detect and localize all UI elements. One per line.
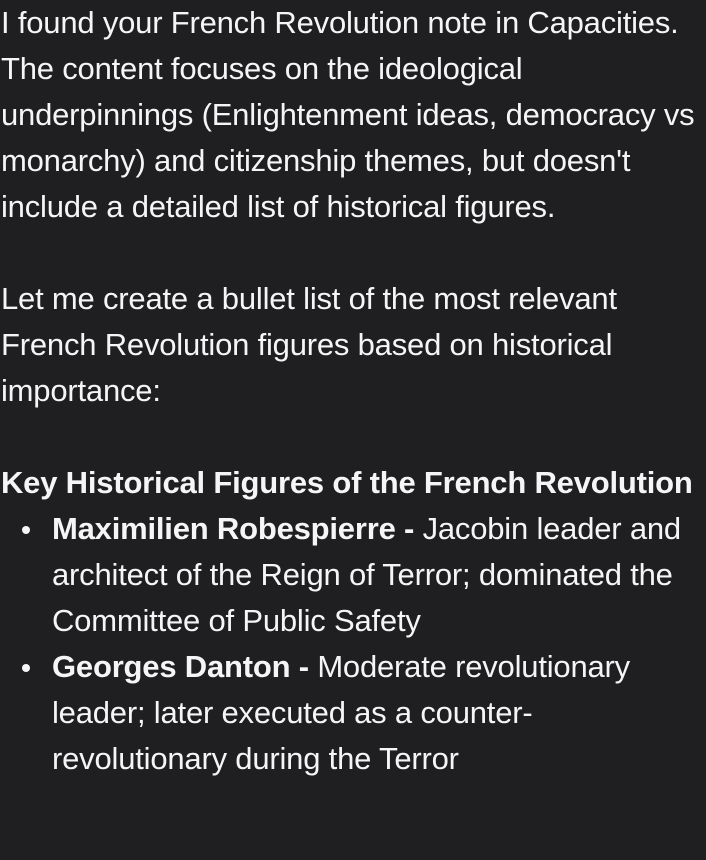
list-item: [1, 506, 706, 644]
figures-list: [1, 506, 706, 782]
intro-paragraph: I found your French Revolution note in Capacities. The content focuses on the ideological underpinnings (Enlightenment ideas, democracy vs monarchy) and citizenship themes, but doesn't include a detailed list of historical figures.: [1, 5, 695, 224]
figure-description: Jacobin leader and architect of the Reign of Terror; dominated the Committee of Public Safety: [52, 511, 681, 638]
figure-name: Maximilien Robespierre -: [52, 511, 415, 546]
figure-description: Moderate revolutionary leader; later executed as a counter-revolutionary during the Terror: [52, 649, 630, 776]
list-item: [1, 644, 706, 782]
figures-heading: Key Historical Figures of the French Revolution: [1, 465, 693, 500]
figure-name: Georges Danton -: [52, 649, 309, 684]
plan-paragraph: Let me create a bullet list of the most relevant French Revolution figures based on historical importance:: [1, 281, 617, 408]
